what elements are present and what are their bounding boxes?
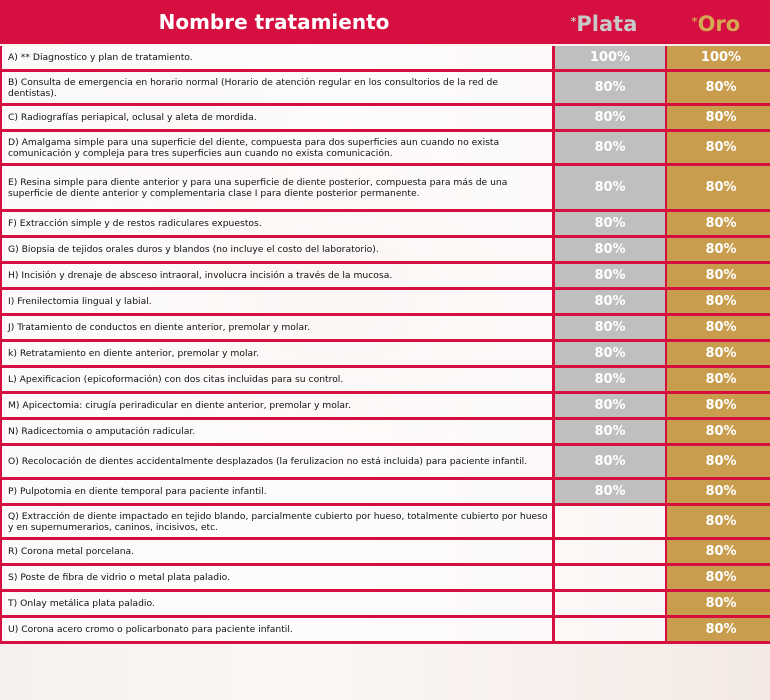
plata-coverage: 80% <box>555 212 667 238</box>
treatment-description: L) Apexificacion (epicoformación) con dos citas incluidas para su control. <box>0 368 555 394</box>
oro-coverage: 80% <box>667 540 770 566</box>
table-row <box>0 106 770 132</box>
table-row <box>0 342 770 368</box>
oro-coverage: 80% <box>667 592 770 618</box>
table-row <box>0 592 770 618</box>
oro-coverage: 80% <box>667 368 770 394</box>
header-title: Nombre tratamiento <box>158 10 390 34</box>
oro-coverage: 80% <box>667 342 770 368</box>
oro-coverage: 80% <box>667 72 770 106</box>
table-row <box>0 166 770 212</box>
oro-coverage: 80% <box>667 420 770 446</box>
table-row <box>0 132 770 166</box>
table-row <box>0 446 770 480</box>
plata-coverage: 80% <box>555 72 667 106</box>
oro-asterisk: * <box>691 15 698 28</box>
table-row <box>0 480 770 506</box>
table-header <box>0 0 770 44</box>
plan-header-plata <box>548 0 660 44</box>
plata-coverage: 80% <box>555 238 667 264</box>
treatment-description: M) Apicectomia: cirugía periradicular en diente anterior, premolar y molar. <box>0 394 555 420</box>
oro-coverage: 80% <box>667 506 770 540</box>
treatment-description: G) Biopsia de tejidos orales duros y blandos (no incluye el costo del laboratorio). <box>0 238 555 264</box>
plata-coverage: 80% <box>555 420 667 446</box>
treatment-description: I) Frenilectomia lingual y labial. <box>0 290 555 316</box>
plata-coverage <box>555 566 667 592</box>
treatment-description: S) Poste de fibra de vidrio o metal plata paladio. <box>0 566 555 592</box>
treatment-description: U) Corona acero cromo o policarbonato para paciente infantil. <box>0 618 555 644</box>
table-row <box>0 394 770 420</box>
oro-coverage: 80% <box>667 446 770 480</box>
treatment-description: B) Consulta de emergencia en horario normal (Horario de atención regular en los consultorios de la red de dentistas). <box>0 72 555 106</box>
plata-coverage: 80% <box>555 342 667 368</box>
plan-header-oro <box>662 0 770 44</box>
treatment-description: F) Extracción simple y de restos radiculares expuestos. <box>0 212 555 238</box>
plata-coverage: 100% <box>555 46 667 72</box>
plata-coverage: 80% <box>555 264 667 290</box>
oro-coverage: 80% <box>667 212 770 238</box>
plata-coverage: 80% <box>555 446 667 480</box>
treatment-description: D) Amalgama simple para una superficie del diente, compuesta para dos superficies aun cuando no exista comunicación y compleja para tres superficies aun cuando no exista comunicación. <box>0 132 555 166</box>
oro-coverage: 80% <box>667 480 770 506</box>
treatment-description: J) Tratamiento de conductos en diente anterior, premolar y molar. <box>0 316 555 342</box>
table-row <box>0 212 770 238</box>
treatment-description: C) Radiografías periapical, oclusal y aleta de mordida. <box>0 106 555 132</box>
treatment-description: E) Resina simple para diente anterior y para una superficie de diente posterior, compuesta para más de una superficie de diente anterior y complementaria clase I para diente posterior permanente. <box>0 166 555 212</box>
table-row <box>0 506 770 540</box>
plata-asterisk: * <box>570 15 577 28</box>
table-row <box>0 420 770 446</box>
table-row <box>0 46 770 72</box>
treatment-description: H) Incisión y drenaje de absceso intraoral, involucra incisión a través de la mucosa. <box>0 264 555 290</box>
plata-coverage: 80% <box>555 290 667 316</box>
treatment-description: k) Retratamiento en diente anterior, premolar y molar. <box>0 342 555 368</box>
treatment-description: P) Pulpotomia en diente temporal para paciente infantil. <box>0 480 555 506</box>
oro-coverage: 80% <box>667 316 770 342</box>
oro-coverage: 80% <box>667 618 770 644</box>
table-row <box>0 540 770 566</box>
oro-coverage: 80% <box>667 394 770 420</box>
plata-coverage: 80% <box>555 480 667 506</box>
table-row <box>0 72 770 106</box>
plata-coverage: 80% <box>555 368 667 394</box>
plata-coverage: 80% <box>555 316 667 342</box>
treatment-description: N) Radicectomia o amputación radicular. <box>0 420 555 446</box>
treatment-description: A) ** Diagnostico y plan de tratamiento. <box>0 46 555 72</box>
plata-label: Plata <box>576 12 638 36</box>
oro-coverage: 80% <box>667 106 770 132</box>
coverage-table <box>0 46 770 644</box>
treatment-description: O) Recolocación de dientes accidentalmente desplazados (la ferulizacion no está incluida) para paciente infantil. <box>0 446 555 480</box>
plata-coverage: 80% <box>555 132 667 166</box>
table-row <box>0 264 770 290</box>
oro-coverage: 80% <box>667 566 770 592</box>
table-row <box>0 368 770 394</box>
treatment-description: T) Onlay metálica plata paladio. <box>0 592 555 618</box>
oro-coverage: 80% <box>667 132 770 166</box>
plata-coverage <box>555 506 667 540</box>
oro-label: Oro <box>697 12 741 36</box>
plata-coverage: 80% <box>555 106 667 132</box>
plata-coverage <box>555 540 667 566</box>
oro-coverage: 80% <box>667 238 770 264</box>
oro-coverage: 80% <box>667 290 770 316</box>
treatment-description: Q) Extracción de diente impactado en tejido blando, parcialmente cubierto por hueso, totalmente cubierto por hueso y en supernumerarios, caninos, incisivos, etc. <box>0 506 555 540</box>
plata-coverage <box>555 618 667 644</box>
table-row <box>0 618 770 644</box>
oro-coverage: 100% <box>667 46 770 72</box>
plata-coverage: 80% <box>555 166 667 212</box>
plata-coverage <box>555 592 667 618</box>
table-row <box>0 238 770 264</box>
plata-coverage: 80% <box>555 394 667 420</box>
treatment-description: R) Corona metal porcelana. <box>0 540 555 566</box>
table-row <box>0 316 770 342</box>
table-row <box>0 290 770 316</box>
oro-coverage: 80% <box>667 264 770 290</box>
oro-coverage: 80% <box>667 166 770 212</box>
table-row <box>0 566 770 592</box>
